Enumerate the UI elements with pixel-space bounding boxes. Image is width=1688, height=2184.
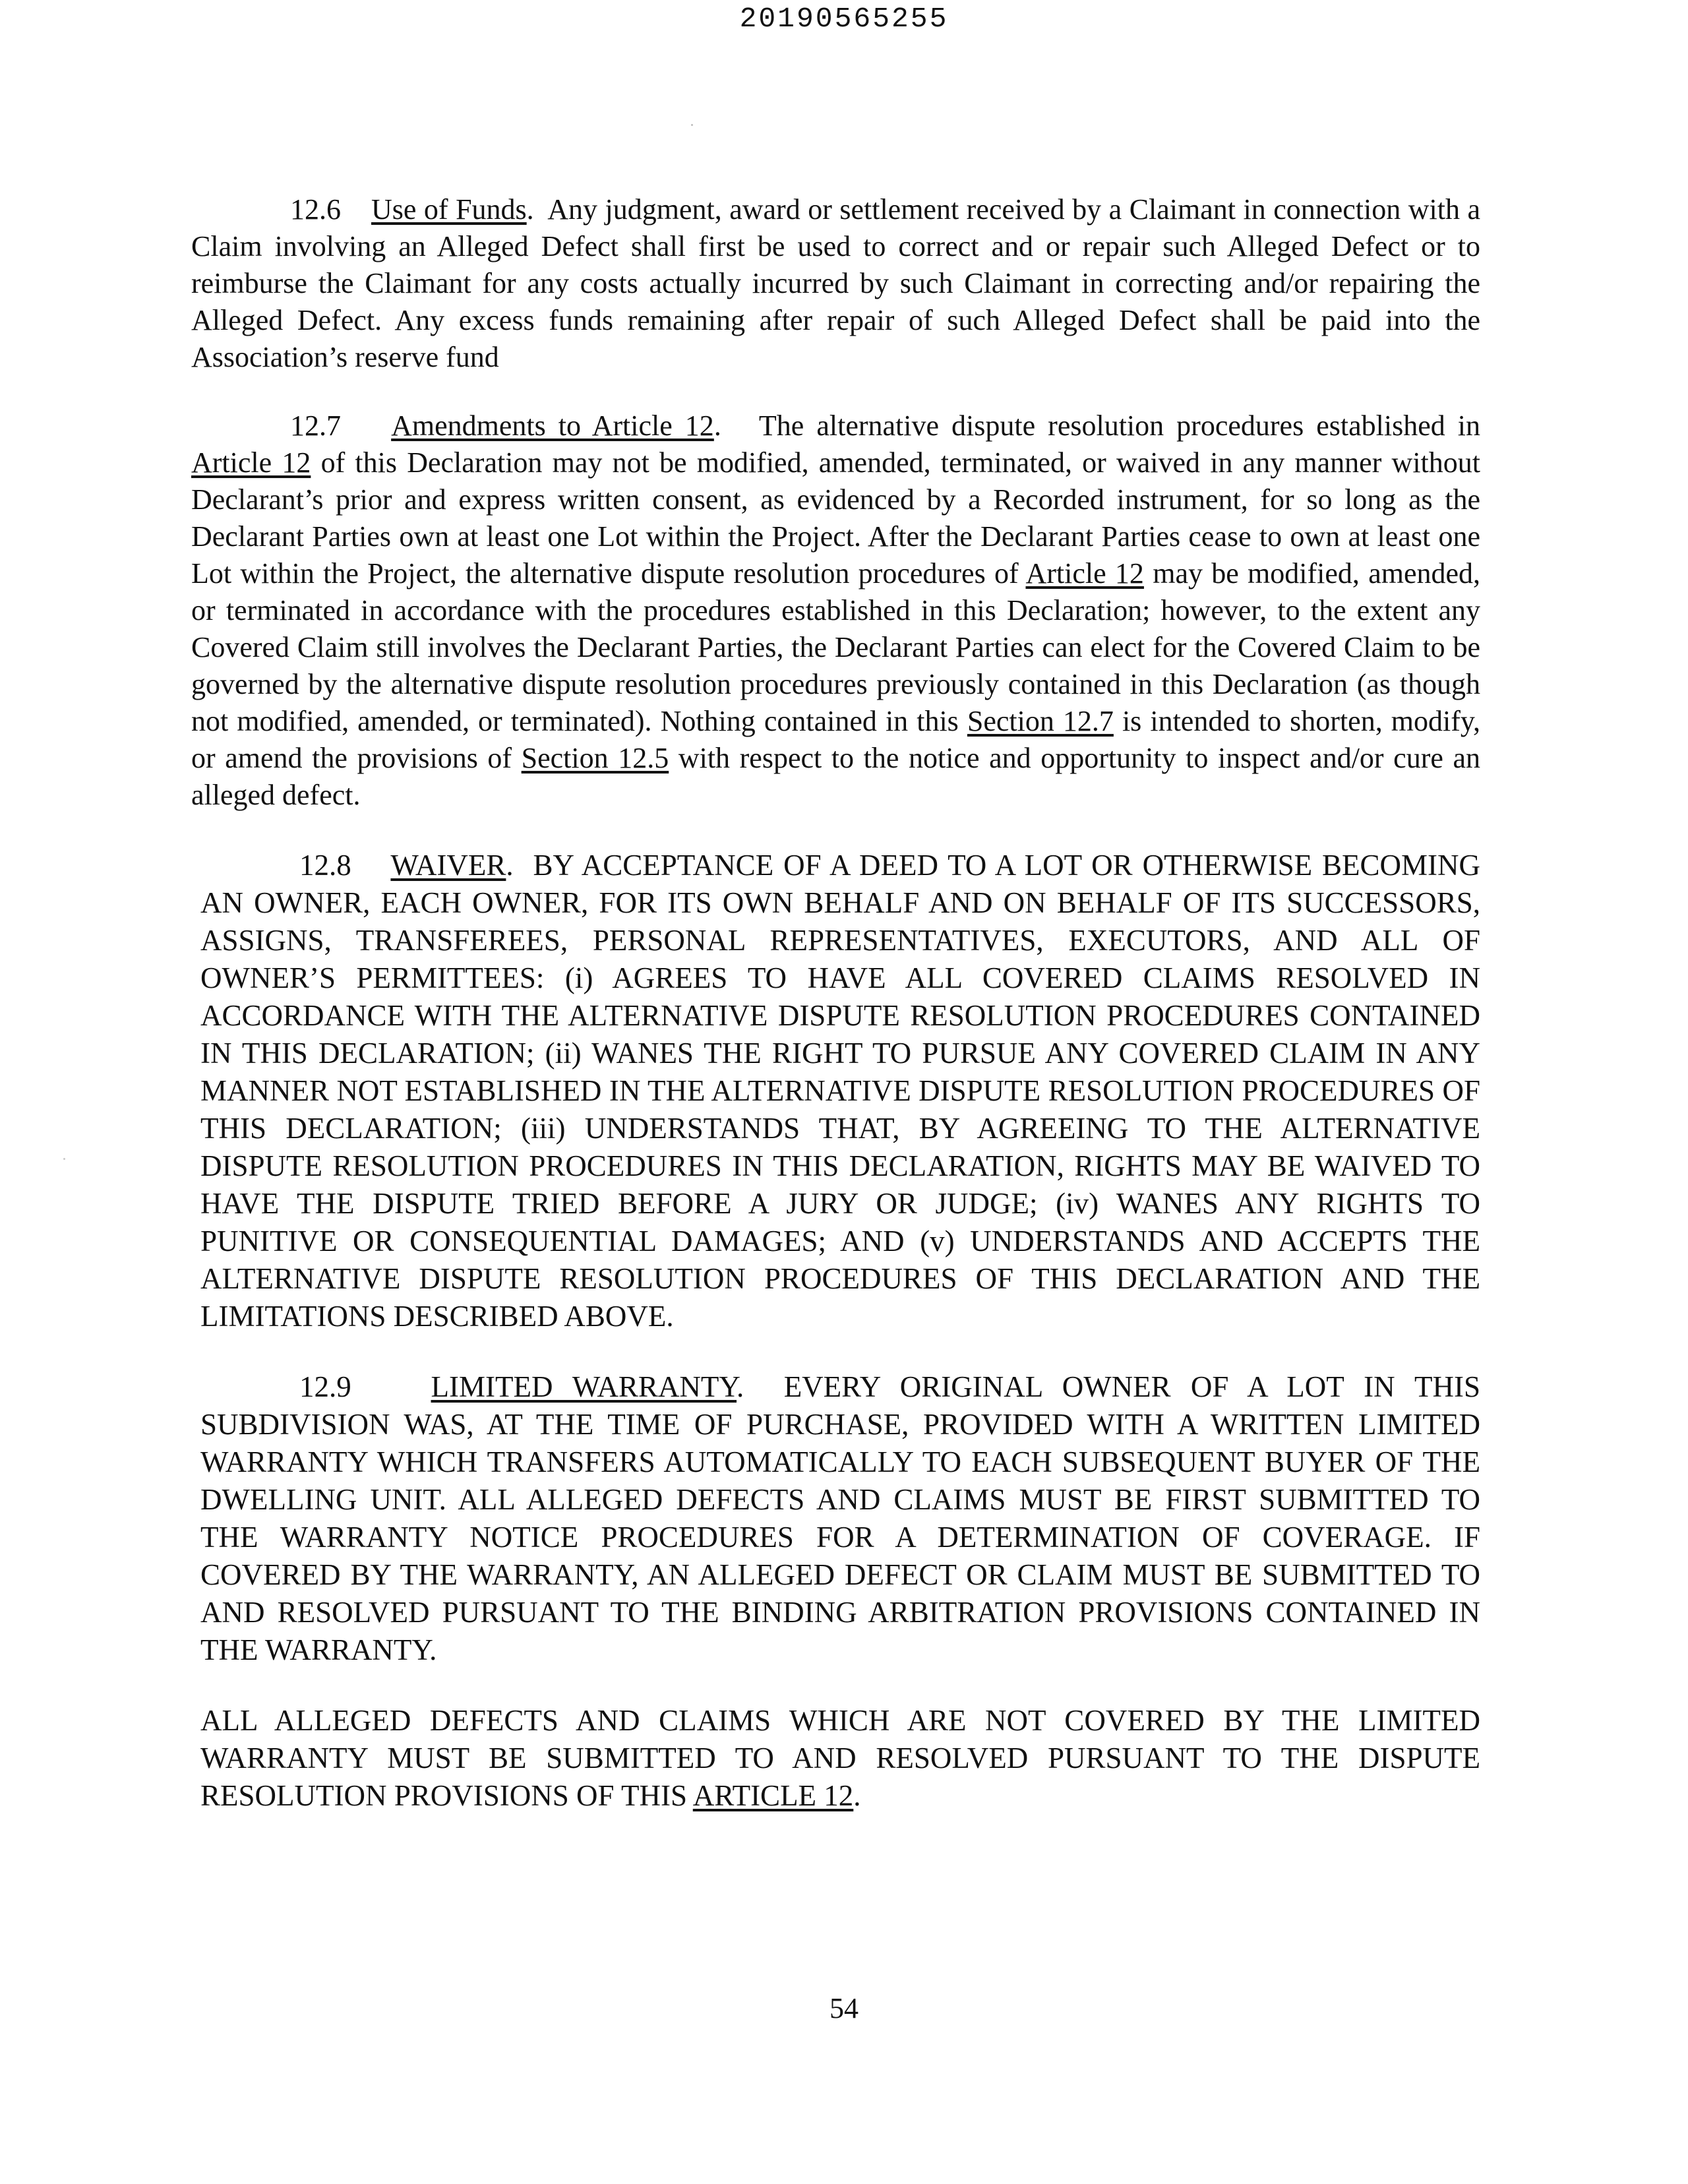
section-text: Any judgment, award or settlement received by a Claimant in connection with a Claim involving an Alleged Defect shall first be used to correct and or repair such Alleged Defect or to reimburse the Claimant for any costs actually incurred by such Claimant in correcting and/or repairing the Alleged Defect. Any excess funds remaining after repair of such Alleged Defect shall be paid into the Association’s reserve fund	[191, 193, 1481, 373]
cross-reference-article-12: ARTICLE 12	[692, 1779, 854, 1812]
section-12-6	[191, 191, 1480, 376]
section-text: is intended to shorten, modify, or amend the provisions of	[191, 705, 1480, 774]
section-text: with respect to the notice and opportunity to inspect and/or cure an alleged defect.	[191, 742, 1480, 811]
section-number: 12.9	[299, 1370, 351, 1403]
section-number: 12.8	[299, 849, 351, 882]
closing-paragraph	[191, 1702, 1480, 1815]
section-heading: LIMITED WARRANTY	[431, 1370, 737, 1403]
document-number: 20190565255	[739, 3, 949, 35]
section-heading: Use of Funds	[371, 193, 527, 226]
section-text: The alternative dispute resolution procedures established in	[758, 410, 1480, 442]
section-number: 12.6	[290, 193, 341, 226]
page-number: 54	[829, 1992, 859, 2024]
section-text: of this Declaration may not be modified, amended, terminated, or waived in any manner without Declarant’s prior and express written consent, as evidenced by a Recorded instrument, for so long as the Declarant Parties own at least one Lot within the Project. After the Declarant Parties cease to own at least one Lot within the Project, the alternative dispute resolution procedures of	[191, 446, 1480, 590]
page-body	[191, 191, 1480, 1815]
section-12-8	[191, 847, 1480, 1335]
cross-reference-article-12: Article 12	[191, 446, 311, 479]
section-heading: Amendments to Article 12	[391, 410, 714, 442]
closing-text: ALL ALLEGED DEFECTS AND CLAIMS WHICH ARE NOT COVERED BY THE LIMITED WARRANTY MUST BE SUBMITTED TO AND RESOLVED PURSUANT TO THE DISPUTE RESOLUTION PROVISIONS OF THIS	[200, 1704, 1480, 1812]
scan-speck	[63, 1158, 65, 1160]
section-12-9	[191, 1368, 1480, 1669]
heading-punctuation: .	[506, 849, 514, 882]
heading-punctuation: .	[713, 410, 721, 442]
section-number: 12.7	[290, 410, 341, 442]
scan-speck	[691, 124, 693, 126]
section-text: EVERY ORIGINAL OWNER OF A LOT IN THIS SUBDIVISION WAS, AT THE TIME OF PURCHASE, PROVIDED WITH A WRITTEN LIMITED WARRANTY WHICH TRANSFERS AUTOMATICALLY TO EACH SUBSEQUENT BUYER OF THE DWELLING UNIT. ALL ALLEGED DEFECTS AND CLAIMS MUST BE FIRST SUBMITTED TO THE WARRANTY NOTICE PROCEDURES FOR A DETERMINATION OF COVERAGE. IF COVERED BY THE WARRANTY, AN ALLEGED DEFECT OR CLAIM MUST BE SUBMITTED TO AND RESOLVED PURSUANT TO THE BINDING ARBITRATION PROVISIONS CONTAINED IN THE WARRANTY.	[200, 1370, 1481, 1666]
heading-punctuation: .	[737, 1370, 744, 1403]
cross-reference-section-12-7: Section 12.7	[967, 705, 1114, 737]
section-text: BY ACCEPTANCE OF A DEED TO A LOT OR OTHERWISE BECOMING AN OWNER, EACH OWNER, FOR ITS OWN BEHALF AND ON BEHALF OF ITS SUCCESSORS, ASSIGNS, TRANSFEREES, PERSONAL REPRESENTATIVES, EXECUTORS, AND ALL OF OWNER’S PERMITTEES: (i) AGREES TO HAVE ALL COVERED CLAIMS RESOLVED IN ACCORDANCE WITH THE ALTERNATIVE DISPUTE RESOLUTION PROCEDURES CONTAINED IN THIS DECLARATION; (ii) WANES THE RIGHT TO PURSUE ANY COVERED CLAIM IN ANY MANNER NOT ESTABLISHED IN THE ALTERNATIVE DISPUTE RESOLUTION PROCEDURES OF THIS DECLARATION; (iii) UNDERSTANDS THAT, BY AGREEING TO THE ALTERNATIVE DISPUTE RESOLUTION PROCEDURES IN THIS DECLARATION, RIGHTS MAY BE WAIVED TO HAVE THE DISPUTE TRIED BEFORE A JURY OR JUDGE; (iv) WANES ANY RIGHTS TO PUNITIVE OR CONSEQUENTIAL DAMAGES; AND (v) UNDERSTANDS AND ACCEPTS THE ALTERNATIVE DISPUTE RESOLUTION PROCEDURES OF THIS DECLARATION AND THE LIMITATIONS DESCRIBED ABOVE.	[200, 849, 1481, 1333]
cross-reference-section-12-5: Section 12.5	[521, 742, 669, 774]
closing-punctuation: .	[853, 1779, 861, 1812]
section-heading: WAIVER	[390, 849, 506, 882]
heading-punctuation: .	[526, 193, 534, 226]
section-12-7	[191, 408, 1480, 814]
cross-reference-article-12: Article 12	[1025, 557, 1144, 590]
section-text: may be modified, amended, or terminated in accordance with the procedures established in this Declaration; however, to the extent any Covered Claim still involves the Declarant Parties, the Declarant Parties can elect for the Covered Claim to be governed by the alternative dispute resolution procedures previously contained in this Declaration (as though not modified, amended, or terminated). Nothing contained in this	[191, 557, 1481, 737]
